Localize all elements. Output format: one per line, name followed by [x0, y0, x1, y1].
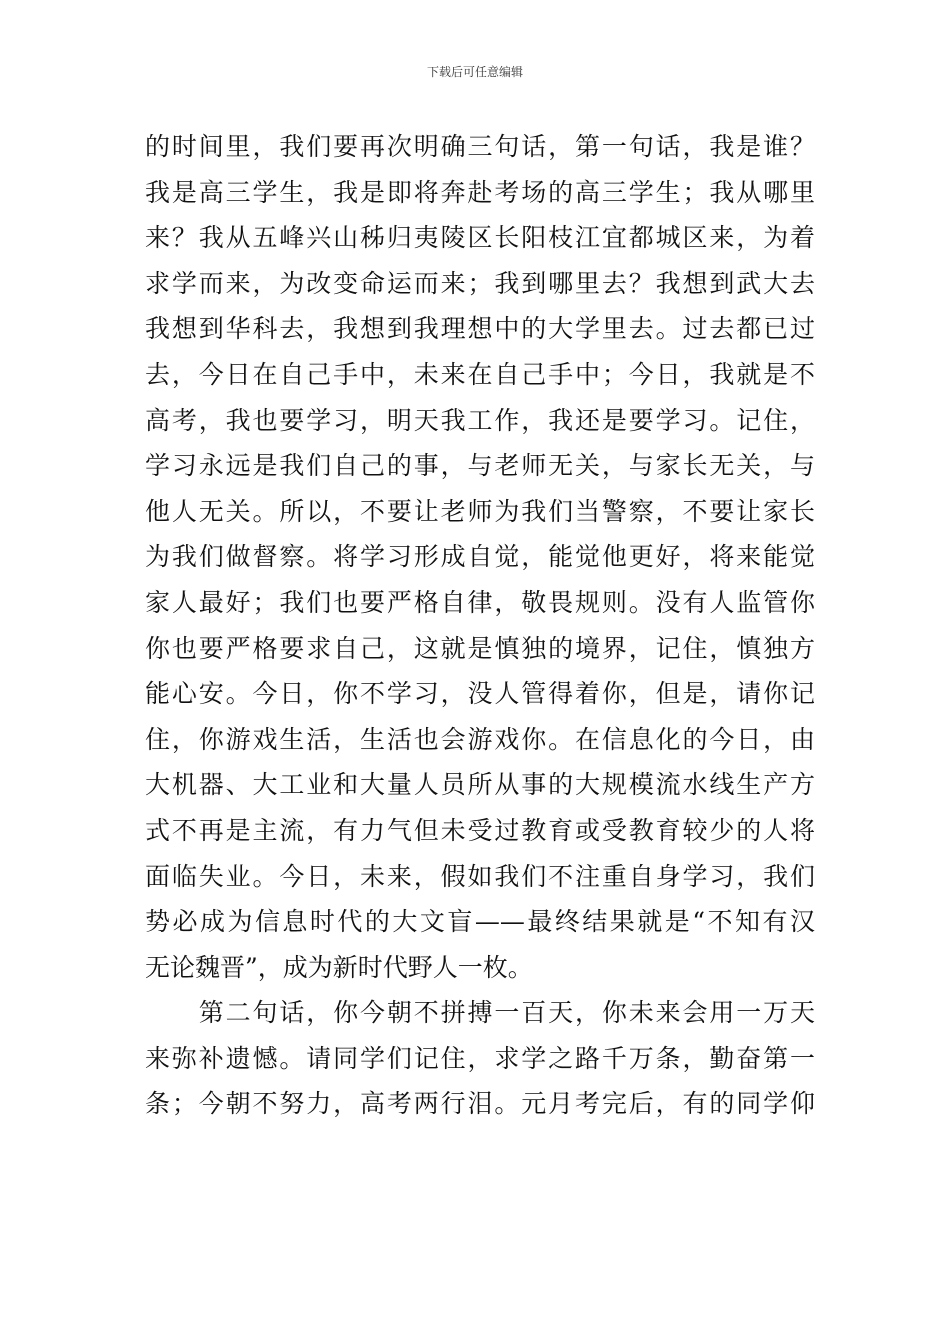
text-line: 来？我从五峰兴山秭归夷陵区长阳枝江宜都城区来，为着 — [145, 223, 815, 253]
text-line: 的时间里，我们要再次明确三句话，第一句话，我是谁？ — [145, 132, 815, 161]
text-line: 来弥补遗憾。请同学们记住，求学之路千万条，勤奋第一 — [145, 1043, 815, 1073]
text-line: 能心安。今日，你不学习，没人管得着你，但是，请你记 — [145, 679, 815, 709]
text-line: 条；今朝不努力，高考两行泪。元月考完后，有的同学仰 — [145, 1089, 815, 1119]
text-line: 去，今日在自己手中，未来在自己手中；今日，我就是不 — [145, 359, 815, 389]
document-body — [145, 124, 815, 1127]
text-line: 我想到华科去，我想到我理想中的大学里去。过去都已过 — [145, 314, 815, 344]
text-line: 住，你游戏生活，生活也会游戏你。在信息化的今日，由 — [145, 724, 815, 754]
paragraph-start-line: 第二句话，你今朝不拼搏一百天，你未来会用一万天 — [145, 998, 815, 1028]
paragraph-end-line: 无论魏晋”，成为新时代野人一枚。 — [145, 952, 533, 982]
text-line: 面临失业。今日，未来，假如我们不注重自身学习，我们 — [145, 861, 815, 891]
text-line: 为我们做督察。将学习形成自觉，能觉他更好，将来能觉 — [145, 542, 815, 572]
text-line: 势必成为信息时代的大文盲——最终结果就是“不知有汉 — [145, 907, 815, 937]
text-line: 家人最好；我们也要严格自律，敬畏规则。没有人监管你 — [145, 587, 815, 617]
text-line: 学习永远是我们自己的事，与老师无关，与家长无关，与 — [145, 451, 815, 481]
text-line: 高考，我也要学习，明天我工作，我还是要学习。记住， — [145, 405, 815, 435]
text-line: 你也要严格要求自己，这就是慎独的境界，记住，慎独方 — [145, 633, 815, 663]
text-line: 我是高三学生，我是即将奔赴考场的高三学生；我从哪里 — [145, 177, 815, 207]
text-line: 他人无关。所以，不要让老师为我们当警察，不要让家长 — [145, 496, 815, 526]
text-line: 式不再是主流，有力气但未受过教育或受教育较少的人将 — [145, 815, 815, 845]
text-line: 大机器、大工业和大量人员所从事的大规模流水线生产方 — [145, 770, 815, 800]
text-line: 求学而来，为改变命运而来；我到哪里去？我想到武大去 — [145, 268, 815, 298]
page-header: 下载后可任意编辑 — [426, 65, 523, 79]
